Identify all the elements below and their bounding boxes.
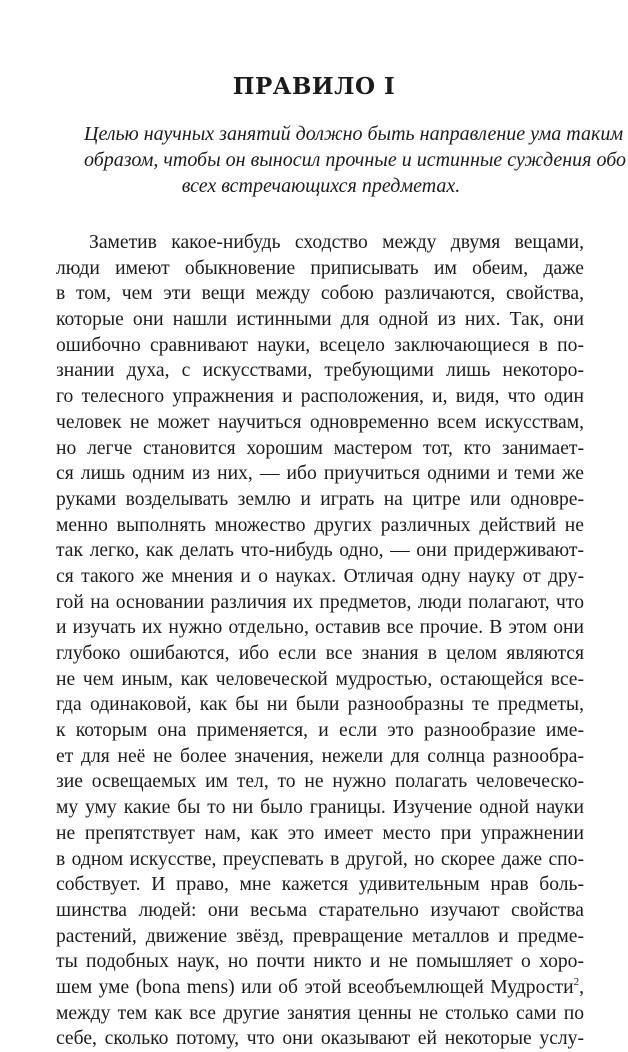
text-line: к которым она применяется, и если это разнообразие име-	[56, 720, 584, 742]
text-line: себе, сколько потому, что они оказывают ей некоторые услу-	[56, 1028, 584, 1050]
text-line: и изучать их нужно отдельно, оставив все прочие. В этом они	[56, 617, 584, 639]
text-line: не препятствует нам, как это имеет место при упражнении	[56, 822, 584, 844]
text-line: в том, чем эти вещи между собою различаются, свойства,	[56, 283, 584, 305]
text-line: ся лишь одним из них, — ибо приучиться одними и теми же	[56, 463, 584, 485]
text-line: собствует. И право, мне кажется удивительным нрав боль-	[56, 874, 584, 896]
text-line: му уму какие бы то ни было границы. Изучение одной науки	[56, 797, 584, 819]
text-line: гда одинаковой, как бы ни были разнообразны те предметы,	[56, 694, 584, 716]
epigraph-line: Целью научных занятий должно быть направление ума таким	[84, 123, 624, 145]
text-line: ошибочно сравнивают науки, всецело заключающиеся в по-	[56, 334, 584, 356]
text-line: руками возделывать землю и играть на цитре или одновре-	[56, 488, 584, 510]
text-line: не чем иным, как человеческой мудростью, остающейся все-	[56, 668, 584, 690]
text-line: менно выполнять множество других различных действий не	[56, 514, 584, 536]
text-line: шинства людей: они весьма старательно изучают свойства	[56, 899, 584, 921]
epigraph-line: образом, чтобы он выносил прочные и истинные суждения обо	[84, 149, 626, 171]
text-line: которые они нашли истинными для одной из них. Так, они	[56, 309, 584, 331]
text-line: в одном искусстве, преуспевать в другой, но скорее даже спо-	[56, 848, 584, 870]
text-line: глубоко ошибаются, ибо если все знания в целом являются	[56, 643, 584, 664]
text-line: между тем как все другие занятия ценны не столько сами по	[56, 1002, 584, 1024]
text-line: так легко, как делать что-нибудь одно, — они придерживают-	[56, 540, 584, 562]
text-line: человек не может научиться одновременно всем искусствам,	[56, 411, 584, 433]
text-line: гой на основании различия их предметов, люди полагают, что	[56, 591, 584, 613]
text-line: зие освещаемых им тел, то не нужно полагать человеческо-	[56, 771, 584, 793]
text-line: шем уме (bona mens) или об этой всеобъемлющей Мудрости$^2$,	[56, 975, 584, 998]
text-line: знании духа, с искусствами, требующими лишь некоторо-	[56, 360, 584, 382]
text-line: но легче становится хорошим мастером тот, кто занимает-	[56, 437, 584, 459]
text-line: люди имеют обыкновение приписывать им обеим, даже	[56, 257, 584, 279]
text-line: Заметив какое-нибудь сходство между двумя вещами,	[89, 232, 584, 253]
text-line: растений, движение звёзд, превращение металлов и предме-	[56, 925, 584, 947]
rule-statement	[84, 121, 626, 199]
text-line: го телесного упражнения и расположения, и, видя, что один	[56, 386, 584, 408]
epigraph-line: всех встречающихся предметах.	[181, 175, 461, 197]
text-line: ся такого же мнения и о науках. Отличая одну науку от дру-	[56, 565, 584, 587]
footnote-marker[interactable]: 2	[573, 975, 580, 988]
text-line: ты подобных наук, но почти никто и не помышляет о хоро-	[56, 951, 584, 973]
rule-heading: ПРАВИЛО I	[232, 73, 396, 100]
body-text	[56, 230, 584, 1052]
text-line: ет для неё не более значения, нежели для солнца разнообра-	[56, 745, 584, 767]
text-line-content: шем уме (bona mens) или об этой всеобъемлющей Мудрости	[56, 976, 574, 998]
